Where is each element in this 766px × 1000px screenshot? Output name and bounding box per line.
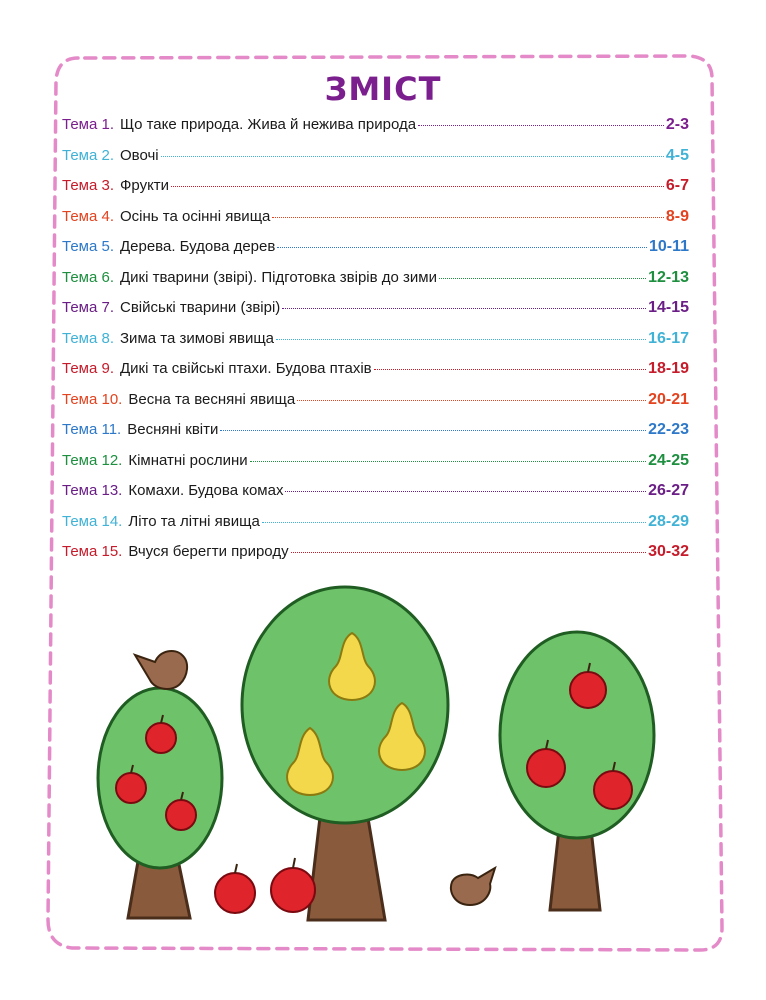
topic-label: Тема 2. [62, 146, 114, 164]
toc-entry [62, 299, 689, 330]
trees-illustration [0, 580, 766, 980]
right-tree-crown [500, 632, 654, 838]
apple-icon [570, 672, 606, 708]
topic-label: Тема 15. [62, 543, 123, 560]
topic-title: Осінь та осінні явища [120, 207, 271, 225]
topic-title: Весняні квіти [127, 421, 219, 438]
topic-label: Тема 3. [62, 177, 114, 194]
topic-label: Тема 4. [62, 207, 114, 225]
toc-entry [62, 208, 689, 239]
dot-leader [418, 125, 664, 126]
page-range: 2-3 [665, 116, 689, 133]
topic-title: Дикі тварини (звірі). Підготовка звірів до зими [120, 268, 437, 286]
apple-icon [527, 749, 565, 787]
middle-tree-crown [242, 587, 448, 823]
dot-leader [220, 430, 646, 431]
toc-entry [62, 269, 689, 300]
dot-leader [250, 461, 646, 462]
topic-label: Тема 12. [62, 451, 123, 469]
bird-icon [135, 651, 187, 689]
dot-leader [277, 247, 647, 248]
topic-title: Літо та літні явища [128, 512, 260, 530]
toc-entry [62, 330, 689, 361]
topic-label: Тема 9. [62, 360, 114, 377]
apple-icon [116, 773, 146, 803]
topic-label: Тема 14. [62, 512, 123, 530]
dot-leader [276, 339, 646, 340]
toc-entry [62, 360, 689, 391]
page-range: 28-29 [648, 512, 689, 530]
page-range: 16-17 [648, 329, 689, 347]
dot-leader [374, 369, 646, 370]
topic-label: Тема 8. [62, 329, 114, 347]
topic-title: Вчуся берегти природу [128, 543, 289, 560]
dot-leader [285, 491, 646, 492]
dot-leader [291, 552, 647, 553]
topic-title: Кімнатні рослини [128, 451, 248, 469]
dot-leader [439, 278, 646, 279]
apple-icon [271, 868, 315, 912]
dot-leader [161, 156, 664, 157]
left-tree-crown [98, 688, 222, 868]
toc-entry [62, 238, 689, 269]
page-range: 6-7 [665, 177, 689, 194]
topic-label: Тема 1. [62, 116, 114, 133]
apple-icon [594, 771, 632, 809]
toc-entry [62, 147, 689, 178]
topic-label: Тема 11. [62, 421, 122, 438]
topic-label: Тема 5. [62, 238, 114, 255]
topic-label: Тема 7. [62, 299, 114, 316]
page-range: 8-9 [665, 207, 689, 225]
page-range: 22-23 [648, 421, 689, 438]
topic-title: Що таке природа. Жива й нежива природа [120, 116, 417, 133]
table-of-contents [62, 116, 689, 574]
topic-label: Тема 10. [62, 390, 123, 408]
toc-entry [62, 452, 689, 483]
page-range: 14-15 [648, 299, 689, 316]
dot-leader [297, 400, 646, 401]
topic-title: Овочі [120, 146, 159, 164]
page-range: 18-19 [648, 360, 689, 377]
toc-entry [62, 513, 689, 544]
page-range: 30-32 [648, 543, 689, 560]
toc-entry [62, 116, 689, 147]
page-range: 20-21 [648, 390, 689, 408]
toc-entry [62, 421, 689, 452]
apple-icon [166, 800, 196, 830]
page-range: 12-13 [648, 268, 689, 286]
dot-leader [262, 522, 646, 523]
bird-icon [451, 868, 495, 905]
topic-label: Тема 13. [62, 482, 123, 499]
dot-leader [282, 308, 646, 309]
topic-title: Зима та зимові явища [120, 329, 275, 347]
topic-title: Дикі та свійські птахи. Будова птахів [120, 360, 372, 377]
toc-entry [62, 543, 689, 574]
topic-title: Свійські тварини (звірі) [120, 299, 281, 316]
page-range: 4-5 [665, 146, 689, 164]
toc-entry [62, 482, 689, 513]
topic-title: Дерева. Будова дерев [120, 238, 276, 255]
page-range: 10-11 [648, 238, 689, 255]
apple-icon [146, 723, 176, 753]
dot-leader [171, 186, 664, 187]
dot-leader [272, 217, 664, 218]
toc-entry [62, 177, 689, 208]
topic-title: Весна та весняні явища [128, 390, 296, 408]
topic-title: Комахи. Будова комах [128, 482, 284, 499]
page-title: ЗМІСТ [324, 70, 442, 108]
apple-icon [215, 873, 255, 913]
toc-entry [62, 391, 689, 422]
page-range: 26-27 [648, 482, 689, 499]
topic-title: Фрукти [120, 177, 170, 194]
topic-label: Тема 6. [62, 268, 114, 286]
page-range: 24-25 [648, 451, 689, 469]
